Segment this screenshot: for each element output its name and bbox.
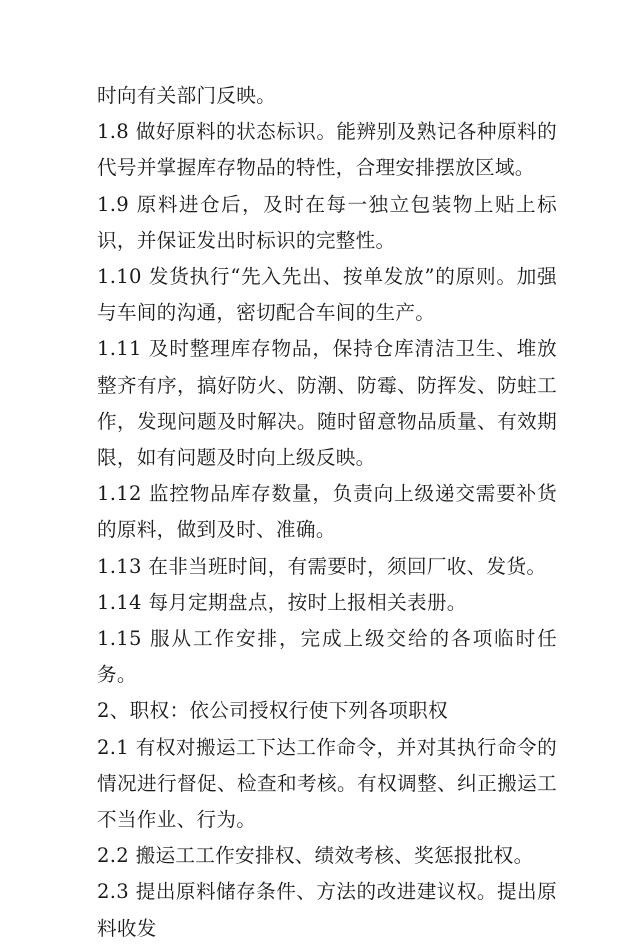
paragraph-1-14: 1.14 每月定期盘点，按时上报相关表册。 <box>97 590 467 614</box>
paragraph-2-2: 2.2 搬运工工作安排权、绩效考核、奖惩报批权。 <box>97 844 534 868</box>
section-heading-authority: 2、职权：依公司授权行使下列各项职权 <box>97 699 448 723</box>
paragraph-1-8: 1.8 做好原料的状态标识。能辨别及熟记各种原料的代号并掌握库存物品的特性，合理安排摆放区域。 <box>97 120 557 180</box>
paragraph-1-10: 1.10 发货执行“先入先出、按单发放”的原则。加强与车间的沟通，密切配合车间的生产。 <box>97 265 557 325</box>
paragraph-1-13: 1.13 在非当班时间，有需要时，须回厂收、发货。 <box>97 554 547 578</box>
paragraph-1-11: 1.11 及时整理库存物品，保持仓库清洁卫生、堆放整齐有序，搞好防火、防潮、防霉、防挥发、防蛀工作，发现问题及时解决。随时留意物品质量、有效期限，如有问题及时向上级反映。 <box>97 337 557 470</box>
paragraph-1-12: 1.12 监控物品库存数量，负责向上级递交需要补货的原料，做到及时、准确。 <box>97 482 557 542</box>
paragraph-2-3: 2.3 提出原料储存条件、方法的改进建议权。提出原料收发 <box>97 880 557 940</box>
paragraph-2-1: 2.1 有权对搬运工下达工作命令，并对其执行命令的情况进行督促、检查和考核。有权调整、纠正搬运工不当作业、行为。 <box>97 735 557 832</box>
paragraph-continuation: 时向有关部门反映。 <box>97 84 277 107</box>
paragraph-1-15: 1.15 服从工作安排，完成上级交给的各项临时任务。 <box>97 627 557 687</box>
document-page <box>97 78 557 947</box>
paragraph-1-9: 1.9 原料进仓后，及时在每一独立包装物上贴上标识，并保证发出时标识的完整性。 <box>97 192 557 252</box>
